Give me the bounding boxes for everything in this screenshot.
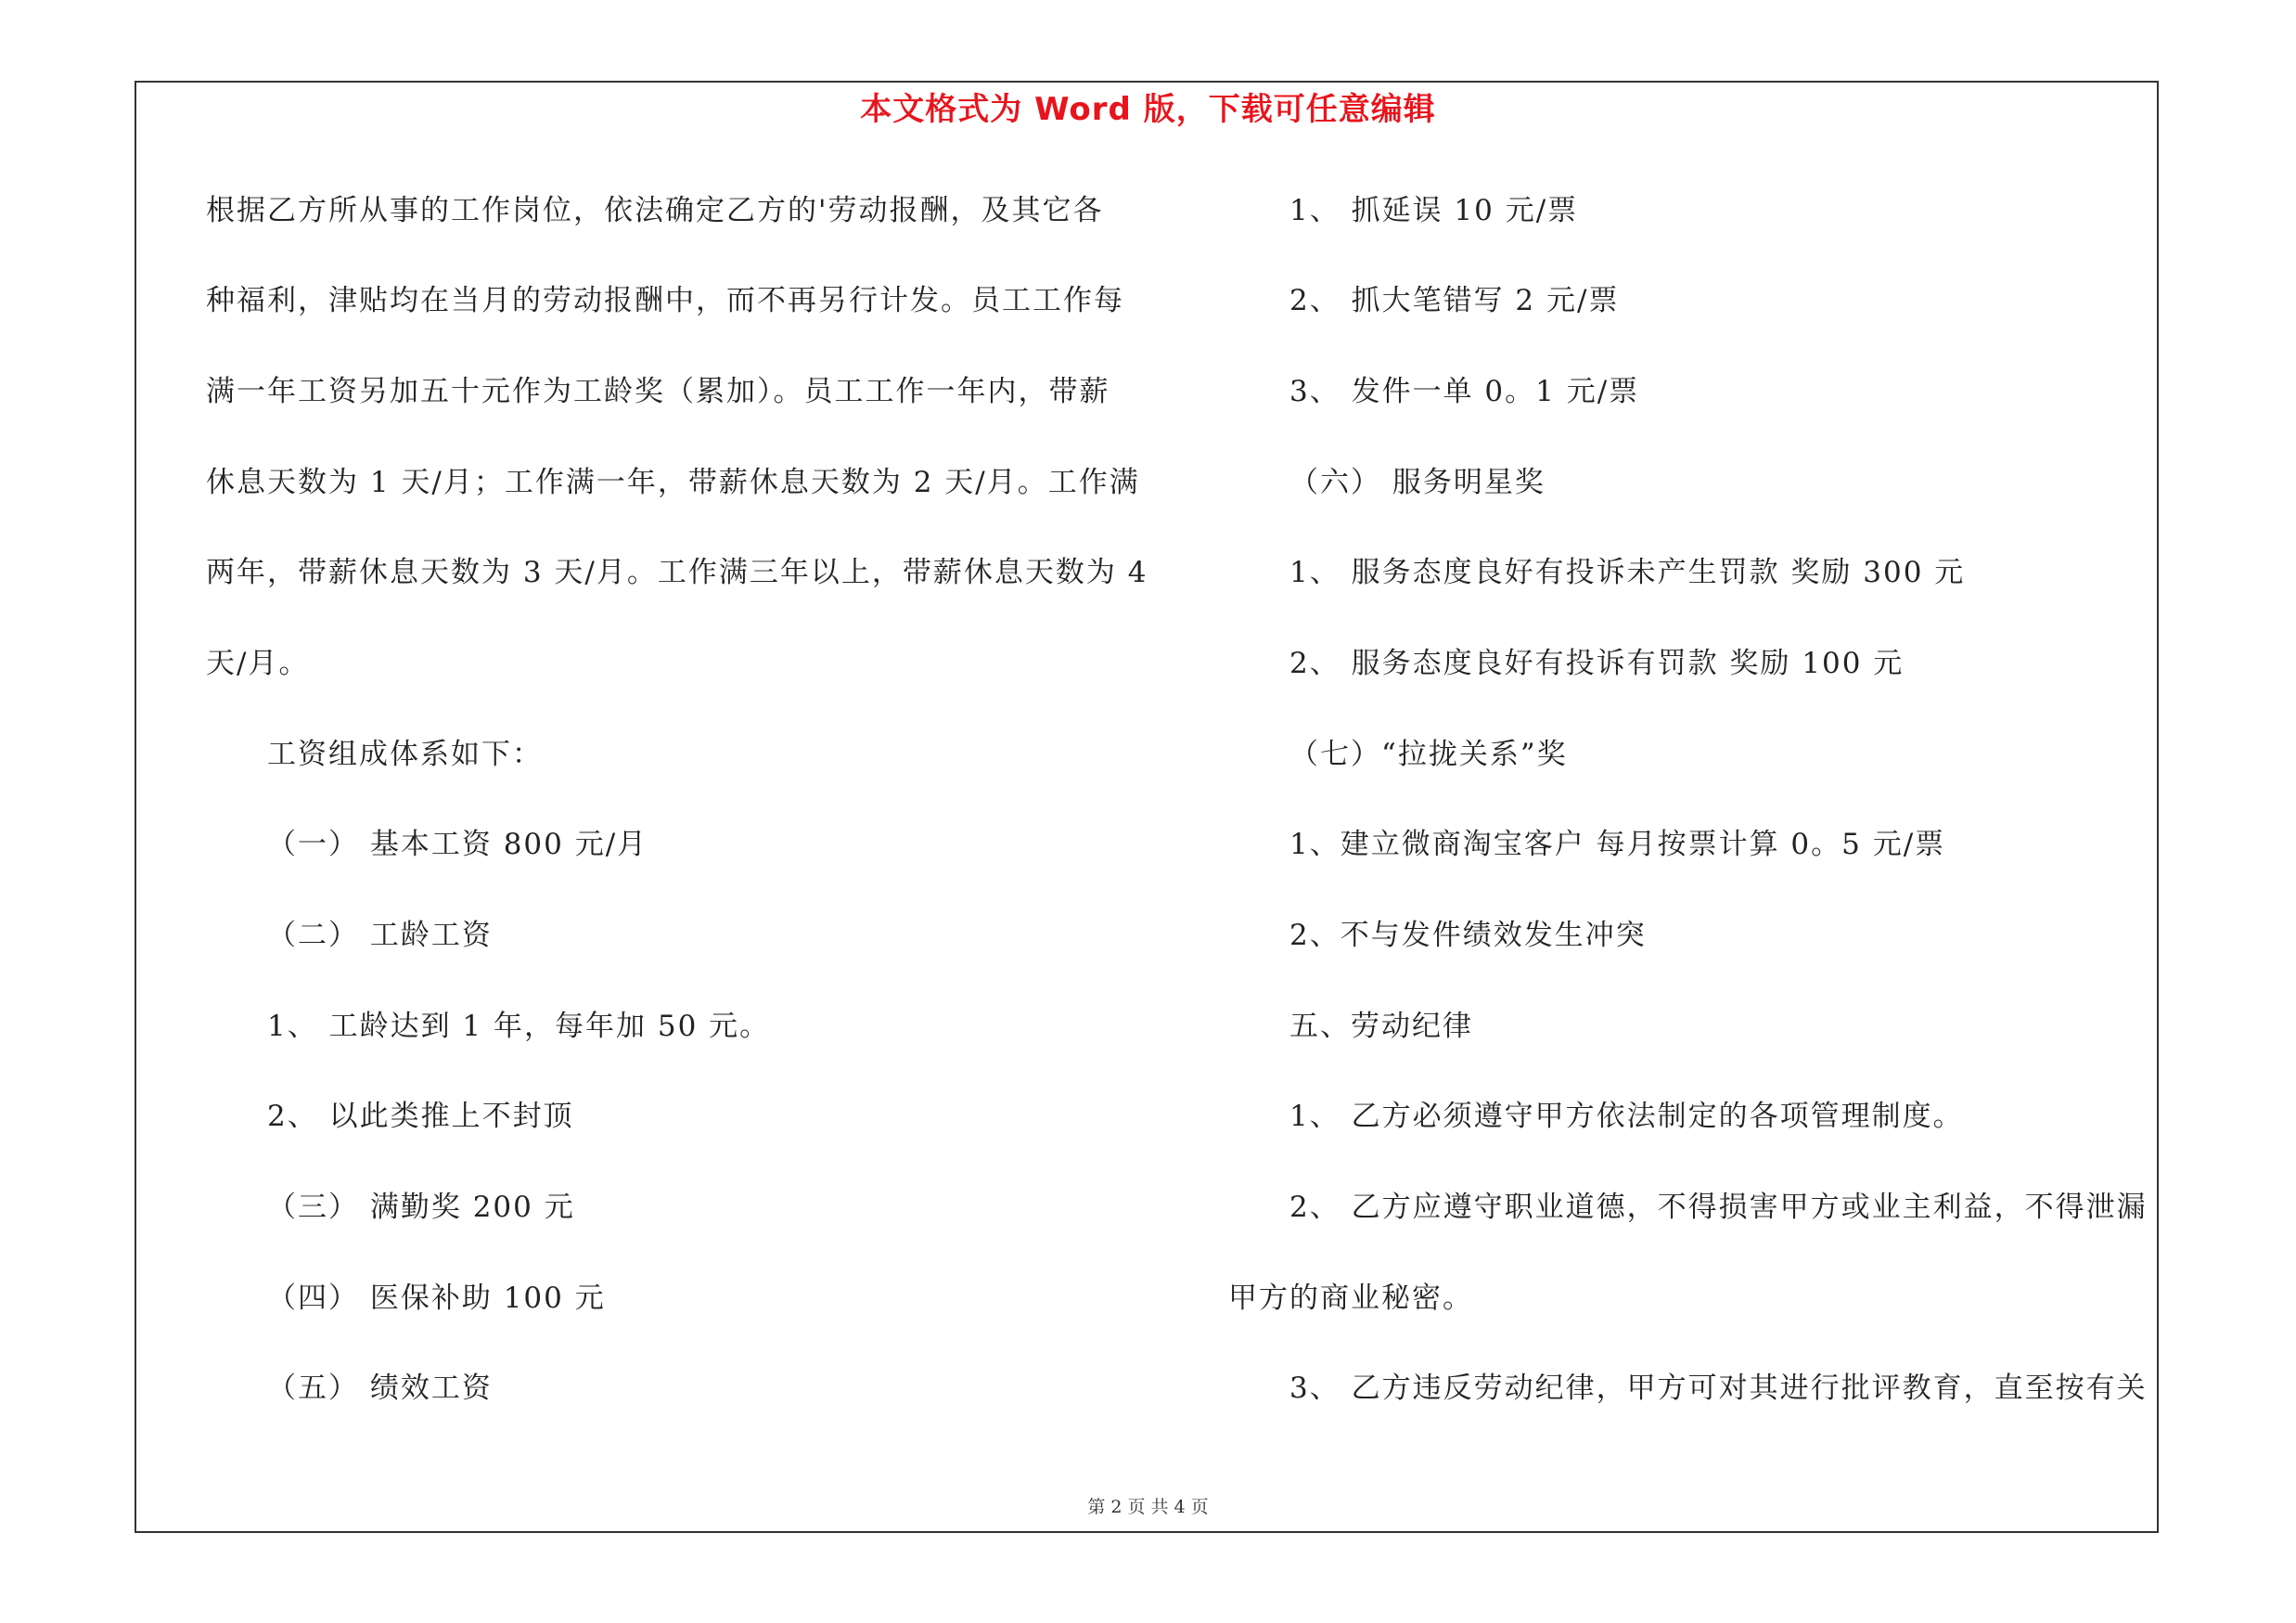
left-line-10: 1、 工龄达到 1 年，每年加 50 元。 xyxy=(267,1010,771,1043)
right-line-1: 1、 抓延误 10 元/票 xyxy=(1289,194,1579,227)
right-line-13: 甲方的商业秘密。 xyxy=(1228,1282,1473,1315)
right-line-8: 1、建立微商淘宝客户 每月按票计算 0。5 元/票 xyxy=(1289,828,1946,861)
right-line-9: 2、不与发件绩效发生冲突 xyxy=(1289,919,1647,952)
right-line-2: 2、 抓大笔错写 2 元/票 xyxy=(1289,284,1620,317)
left-line-5: 两年，带薪休息天数为 3 天/月。工作满三年以上，带薪休息天数为 4 xyxy=(206,556,1148,589)
right-line-5: 1、 服务态度良好有投诉未产生罚款 奖励 300 元 xyxy=(1289,556,1966,589)
right-line-11: 1、 乙方必须遵守甲方依法制定的各项管理制度。 xyxy=(1289,1100,1964,1133)
left-line-6: 天/月。 xyxy=(206,647,310,680)
right-line-10: 五、劳动纪律 xyxy=(1289,1010,1473,1043)
left-line-11: 2、 以此类推上不封顶 xyxy=(267,1100,574,1133)
right-line-7: （七）“拉拢关系”奖 xyxy=(1289,738,1568,771)
left-line-3: 满一年工资另加五十元作为工龄奖（累加）。员工工作一年内，带薪 xyxy=(206,375,1110,408)
left-line-7: 工资组成体系如下： xyxy=(267,738,543,771)
right-line-6: 2、 服务态度良好有投诉有罚款 奖励 100 元 xyxy=(1289,647,1905,680)
right-line-12: 2、 乙方应遵守职业道德，不得损害甲方或业主利益，不得泄漏 xyxy=(1289,1191,2148,1224)
left-line-13: （四） 医保补助 100 元 xyxy=(267,1282,606,1315)
left-line-12: （三） 满勤奖 200 元 xyxy=(267,1191,575,1224)
left-line-4: 休息天数为 1 天/月；工作满一年，带薪休息天数为 2 天/月。工作满 xyxy=(206,466,1140,499)
left-line-8: （一） 基本工资 800 元/月 xyxy=(267,828,648,861)
page-footer: 第 2 页 共 4 页 xyxy=(1087,1497,1209,1517)
left-line-1: 根据乙方所从事的工作岗位，依法确定乙方的'劳动报酬，及其它各 xyxy=(206,194,1104,227)
left-line-9: （二） 工龄工资 xyxy=(267,919,493,952)
right-line-3: 3、 发件一单 0。1 元/票 xyxy=(1289,375,1640,408)
document-banner: 本文格式为 Word 版，下载可任意编辑 xyxy=(860,91,1436,128)
left-line-2: 种福利，津贴均在当月的劳动报酬中，而不再另行计发。员工工作每 xyxy=(206,284,1124,317)
left-line-14: （五） 绩效工资 xyxy=(267,1372,493,1405)
right-line-4: （六） 服务明星奖 xyxy=(1289,466,1546,499)
right-line-14: 3、 乙方违反劳动纪律，甲方可对其进行批评教育，直至按有关 xyxy=(1289,1372,2148,1405)
